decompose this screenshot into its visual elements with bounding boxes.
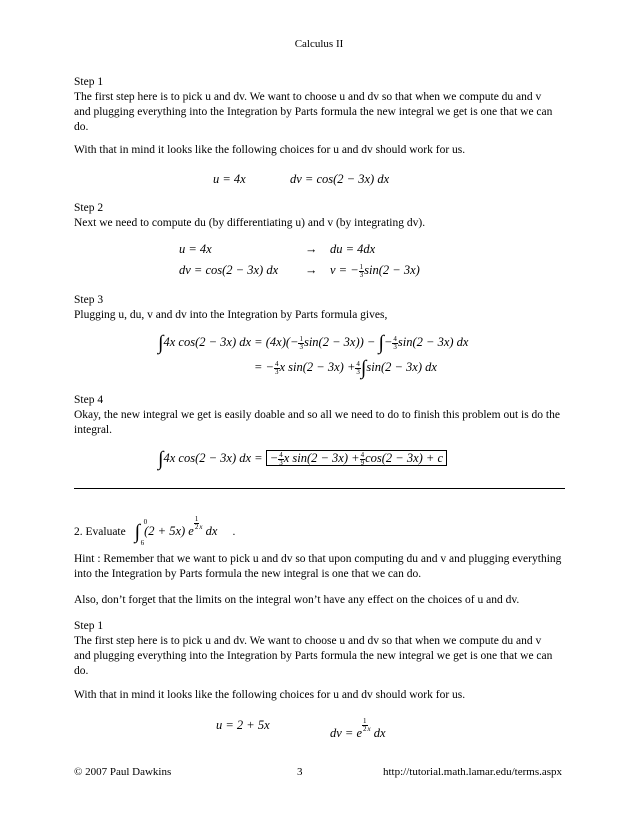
- section-divider: [74, 488, 565, 489]
- hint-line1: Hint : Remember that we want to pick u and dv so that upon computing du and v and plugging everything: [74, 553, 562, 565]
- fraction-four-thirds: $\frac{4}{3}$: [356, 360, 360, 376]
- p2-step1-line2: and plugging everything into the Integration by Parts formula the new integral we get is one that we can: [74, 650, 553, 662]
- integral-sign: ∫: [360, 357, 367, 379]
- step2-line1: Next we need to compute du (by differentiating u) and v (by integrating dv).: [74, 217, 426, 229]
- step2-row1-right: du = 4dx: [330, 242, 376, 256]
- hint-line2: into the Integration by Parts formula the new integral is one that we can do.: [74, 568, 422, 580]
- exponent: 1 2 x: [194, 515, 203, 531]
- fraction-four-thirds: $\frac{4}{3}$: [279, 451, 283, 467]
- step1-line3: do.: [74, 121, 89, 133]
- step4-heading: Step 4: [74, 394, 104, 406]
- p2-step1-eq-u: u = 2 + 5x: [216, 718, 270, 732]
- step3-eq2: = − $\frac{4}{3}$ x sin(2 − 3x) + $\frac{4}{3}$ ∫sin(2 − 3x) dx: [254, 357, 437, 379]
- footer-url[interactable]: http://tutorial.math.lamar.edu/terms.aspx: [383, 766, 563, 778]
- problem2-statement: 2. Evaluate ∫ 0 6 (2 + 5x) e $^{\frac{1}{2} x}$ dx .: [74, 516, 235, 540]
- p2-step1-line3: do.: [74, 665, 89, 677]
- fraction-one-third: $\frac{1}{3}$: [299, 335, 303, 351]
- step2-heading: Step 2: [74, 202, 104, 214]
- step2-row1-left: u = 4x: [179, 242, 212, 256]
- step4-line2: integral.: [74, 424, 112, 436]
- p2-step1-eq-dv: dv = e $^{\frac{1}{2} x}$ dx: [330, 717, 386, 740]
- step1-eq-u: u = 4x: [213, 172, 246, 186]
- integral-sign: ∫: [134, 521, 141, 543]
- p2-step1-line1: The first step here is to pick u and dv. We want to choose u and dv so that when we compute du and v: [74, 635, 542, 647]
- integral-sign: ∫: [158, 448, 164, 470]
- step1-heading: Step 1: [74, 76, 104, 88]
- step1-eq-dv: dv = cos(2 − 3x) dx: [290, 172, 390, 186]
- step2-row2-left: dv = cos(2 − 3x) dx: [179, 263, 279, 277]
- fraction-four-thirds: $\frac{4}{3}$: [393, 335, 397, 351]
- step2-row2-right: v = − $\frac{1}{3}$ sin(2 − 3x): [330, 263, 420, 279]
- page-header: Calculus II: [294, 38, 344, 50]
- footer-copyright: © 2007 Paul Dawkins: [74, 766, 172, 778]
- step2-arrow-2: →: [305, 263, 318, 277]
- step4-line1: Okay, the new integral we get is easily doable and so all we need to do to finish this problem out is do the: [74, 409, 560, 421]
- step1-choice-intro: With that in mind it looks like the following choices for u and dv should work for us.: [74, 144, 466, 156]
- fraction-four-ninths: $\frac{4}{9}$: [360, 451, 365, 467]
- fraction-four-thirds: $\frac{4}{3}$: [275, 360, 279, 376]
- integral-sign: ∫: [378, 332, 384, 354]
- final-answer-box: − $\frac{4}{3}$ x sin(2 − 3x) + $\frac{4}{9}$ cos(2 − 3x) + c: [266, 450, 447, 466]
- step1-line1: The first step here is to pick u and dv. We want to choose u and dv so that when we compute du and v: [74, 91, 542, 103]
- hint-limits-note: Also, don’t forget that the limits on the integral won’t have any effect on the choices of u and dv.: [74, 594, 520, 606]
- fraction-one-third: $\frac{1}{3}$: [359, 263, 364, 279]
- step2-arrow-1: →: [305, 242, 318, 256]
- footer-page-number: 3: [297, 766, 303, 778]
- problem2-integral: ∫ 0 6 (2 + 5x) e $^{\frac{1}{2} x}$ dx: [135, 524, 221, 538]
- p2-step1-choice-intro: With that in mind it looks like the following choices for u and dv should work for us.: [74, 689, 466, 701]
- step4-eq: ∫4x cos(2 − 3x) dx = − $\frac{4}{3}$ x sin(2 − 3x) + $\frac{4}{9}$ cos(2 − 3x) + c: [158, 451, 447, 467]
- problem2-label: 2. Evaluate: [74, 526, 126, 538]
- lower-limit: 6: [140, 539, 145, 547]
- step3-eq1: ∫4x cos(2 − 3x) dx = (4x)(− $\frac{1}{3}$ sin(2 − 3x)) − ∫− $\frac{4}{3}$ sin(2 − 3x) dx: [158, 332, 469, 354]
- integral-sign: ∫: [158, 332, 164, 354]
- step3-heading: Step 3: [74, 294, 104, 306]
- upper-limit: 0: [143, 518, 148, 526]
- step1-line2: and plugging everything into the Integration by Parts formula the new integral we get is one that we can: [74, 106, 553, 118]
- step3-line1: Plugging u, du, v and dv into the Integration by Parts formula gives,: [74, 309, 388, 321]
- exponent: 1 2 x: [363, 717, 371, 733]
- p2-step1-heading: Step 1: [74, 620, 104, 632]
